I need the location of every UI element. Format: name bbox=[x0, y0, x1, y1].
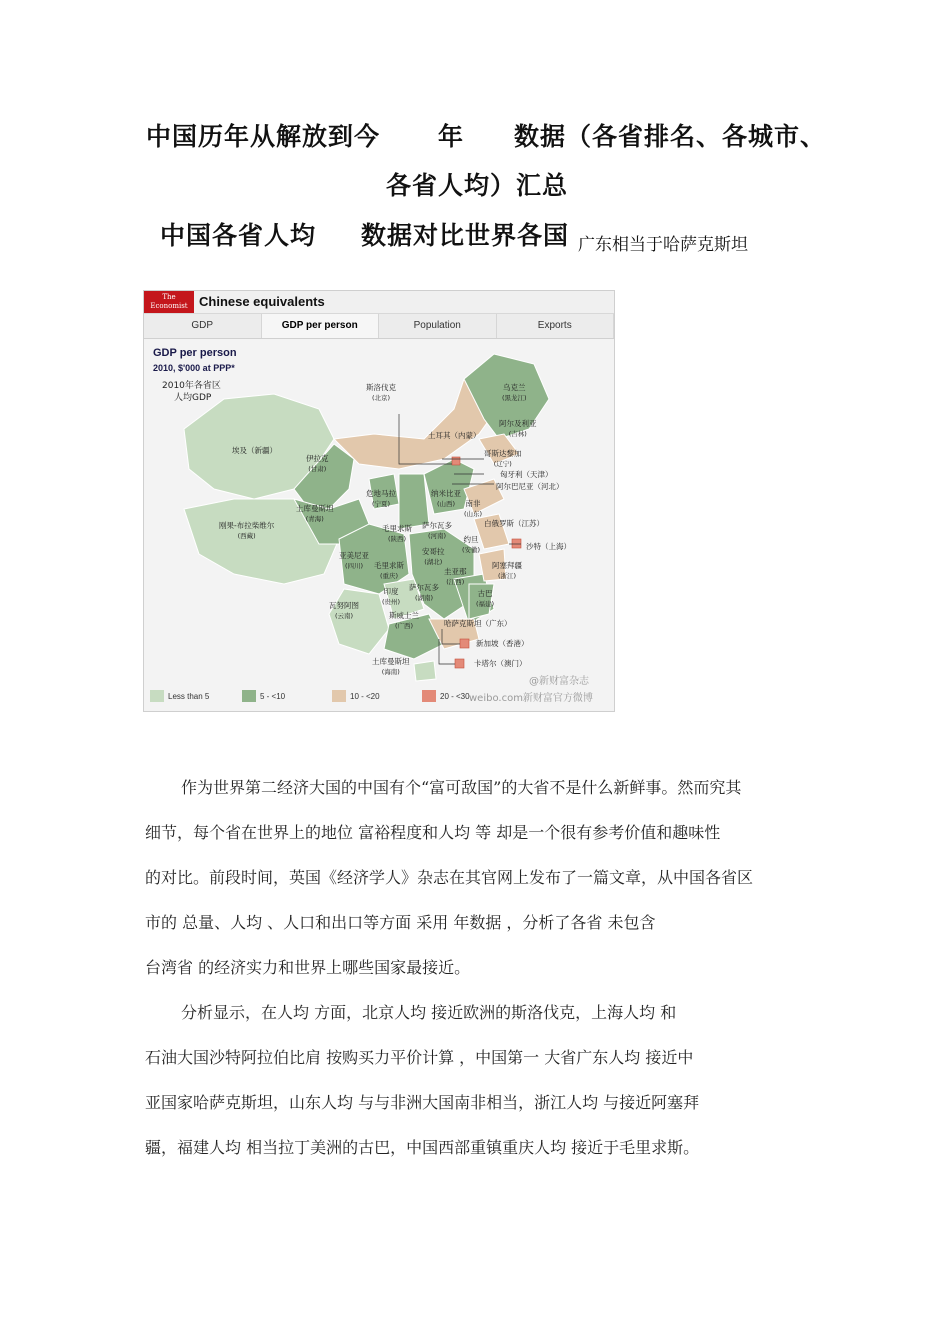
map-label-name: 刚果-布拉柴维尔 bbox=[219, 521, 275, 530]
map-label-sub: (安徽) bbox=[462, 546, 481, 554]
map-label-sub: (陕西) bbox=[387, 535, 407, 543]
map-label-sub: (重庆) bbox=[379, 572, 399, 580]
map-label bbox=[484, 449, 522, 469]
subtitle-part-b: 数据对比世界各国 bbox=[361, 221, 570, 250]
map-label-name: 沙特（上海） bbox=[526, 542, 571, 551]
tab-gdp-per-person[interactable]: GDP per person bbox=[262, 314, 380, 338]
watermark-1: @新财富杂志 bbox=[529, 676, 589, 687]
map-label bbox=[422, 547, 445, 567]
map-label-sub: (云南) bbox=[334, 612, 354, 620]
map-label-sub: (宁夏) bbox=[371, 500, 391, 508]
map-label-name: 印度 bbox=[383, 587, 399, 596]
map-label-name: 乌克兰 bbox=[503, 383, 526, 392]
map-label bbox=[219, 521, 274, 541]
map-label-name: 阿尔及利亚 bbox=[499, 419, 537, 428]
subtitle-part-a: 中国各省人均 bbox=[160, 221, 317, 250]
map-label-sub: (山东) bbox=[464, 510, 483, 518]
region-yunnan bbox=[329, 589, 389, 654]
map-label-sub: (广西) bbox=[394, 622, 414, 630]
map-label-name: 古巴 bbox=[477, 589, 493, 598]
tab-exports[interactable]: Exports bbox=[497, 314, 615, 338]
map-label-sub: (湖北) bbox=[424, 558, 443, 566]
map-label-sub: (西藏) bbox=[237, 532, 256, 540]
map-label-name: 萨尔瓦多 bbox=[409, 583, 439, 592]
legend-item-3: 10 - <20 bbox=[332, 690, 380, 702]
tab-gdp[interactable]: GDP bbox=[144, 314, 262, 338]
map-label bbox=[296, 504, 334, 524]
map-label-sub: (福建) bbox=[476, 600, 495, 608]
map-label bbox=[464, 499, 482, 519]
map-label bbox=[389, 611, 419, 631]
map-label-name: 萨尔瓦多 bbox=[422, 521, 452, 530]
map-label-sub: (甘肃) bbox=[308, 465, 327, 473]
map-label-sub: (浙江) bbox=[497, 572, 517, 580]
map-label bbox=[232, 446, 277, 456]
map-label-sub: (辽宁) bbox=[493, 460, 512, 468]
p1-line-2: 细节，每个省在世界上的地位 富裕程度和人均 等 却是一个很有参考价值和趣味性 bbox=[145, 823, 721, 842]
map-label-name: 哥斯达黎加 bbox=[484, 449, 522, 458]
p1-line-4: 市的 总量、人均 、人口和出口等方面 采用 年数据 ，分析了各省 未包含 bbox=[145, 913, 656, 932]
map-label bbox=[382, 524, 412, 544]
economist-figure bbox=[143, 290, 615, 712]
map-label bbox=[409, 583, 439, 603]
map-label-name: 斯洛伐克 bbox=[366, 383, 396, 392]
legend-item-4: 20 - <30 bbox=[422, 690, 470, 702]
map-subtitle-4: 人均GDP bbox=[174, 393, 212, 403]
map-label-sub: (黑龙江) bbox=[502, 394, 527, 402]
map-label bbox=[339, 551, 369, 571]
map-label bbox=[428, 431, 481, 441]
map-label bbox=[474, 659, 527, 669]
map-label bbox=[444, 567, 467, 587]
map-label bbox=[476, 589, 494, 609]
subtitle-small: 广东相当于哈萨克斯坦 bbox=[578, 235, 748, 255]
map-label-sub: (北京) bbox=[371, 394, 391, 402]
marker-hongkong bbox=[460, 639, 469, 648]
figure-header bbox=[144, 291, 614, 314]
map-label-name: 毛里求斯 bbox=[382, 524, 412, 533]
map-label-name: 纳米比亚 bbox=[431, 489, 461, 498]
p2-line-1: 分析显示，在人均 方面，北京人均 接近欧洲的斯洛伐克，上海人均 和 bbox=[181, 1003, 677, 1022]
marker-macau bbox=[455, 659, 464, 668]
map-label bbox=[366, 383, 396, 403]
map-label-name: 约旦 bbox=[463, 535, 479, 544]
map-label-name: 埃及（新疆） bbox=[232, 446, 277, 455]
map-label bbox=[500, 470, 553, 480]
map-label-name: 土耳其（内蒙） bbox=[428, 431, 481, 440]
map-label bbox=[502, 383, 527, 403]
map-label-sub: (贵州) bbox=[382, 598, 401, 606]
map-label-name: 亚美尼亚 bbox=[339, 551, 369, 560]
map-label bbox=[382, 587, 400, 607]
p2-line-4: 疆，福建人均 相当拉丁美洲的古巴，中国西部重镇重庆人均 接近于毛里求斯。 bbox=[145, 1138, 700, 1157]
map-subtitle-1: GDP per person bbox=[153, 347, 237, 359]
p1-line-3: 的对比。前段时间，英国《经济学人》杂志在其官网上发布了一篇文章，从中国各省区 bbox=[145, 868, 754, 887]
marker-beijing bbox=[452, 457, 460, 465]
map-label-name: 新加坡（香港） bbox=[476, 639, 529, 648]
map-label bbox=[372, 657, 410, 677]
map-label-sub: (山西) bbox=[436, 500, 456, 508]
map-label-name: 土库曼斯坦 bbox=[296, 504, 334, 513]
map-label bbox=[496, 482, 564, 492]
map-label-name: 斯威士兰 bbox=[389, 611, 419, 620]
map-label bbox=[329, 601, 359, 621]
figure-tabs bbox=[144, 314, 614, 339]
map-label-name: 匈牙利（天津） bbox=[500, 470, 553, 479]
map-subtitle-2: 2010, $'000 at PPP* bbox=[153, 363, 235, 373]
title-part-a: 中国历年从解放到今 bbox=[146, 122, 381, 151]
map-label-name: 瓦努阿图 bbox=[329, 601, 359, 610]
map-label bbox=[484, 519, 544, 529]
map-label bbox=[492, 561, 522, 581]
legend-item-2: 5 - <10 bbox=[242, 690, 285, 702]
map-label-name: 伊拉克 bbox=[306, 454, 329, 463]
map-legend bbox=[144, 676, 614, 708]
title-part-d: 各省人均）汇总 bbox=[386, 171, 569, 200]
map-label-name: 安哥拉 bbox=[422, 547, 445, 556]
map-label bbox=[526, 542, 571, 552]
map-label bbox=[444, 619, 512, 629]
p2-line-2: 石油大国沙特阿拉伯比肩 按购买力平价计算 ，中国第一 大省广东人均 接近中 bbox=[145, 1048, 694, 1067]
figure-title: Chinese equivalents bbox=[199, 294, 325, 309]
tab-population[interactable]: Population bbox=[379, 314, 497, 338]
title-part-b: 年 bbox=[438, 122, 465, 151]
china-map-area bbox=[144, 339, 614, 711]
map-label-sub: (河南) bbox=[427, 532, 447, 540]
legend-item-1: Less than 5 bbox=[150, 690, 209, 702]
title-part-c: 数据（各省排名、各城市、 bbox=[514, 122, 827, 151]
map-label bbox=[422, 521, 452, 541]
map-label-sub: (青海) bbox=[305, 515, 324, 523]
map-subtitle-3: 2010年各省区 bbox=[162, 381, 221, 391]
map-label-sub: (吉林) bbox=[508, 430, 527, 438]
map-label-name: 白俄罗斯（江苏） bbox=[484, 519, 544, 528]
map-label bbox=[476, 639, 529, 649]
map-label-name: 危地马拉 bbox=[366, 489, 396, 498]
map-label-name: 毛里求斯 bbox=[374, 561, 404, 570]
map-label-name: 哈萨克斯坦（广东） bbox=[444, 619, 512, 628]
p2-line-3: 亚国家哈萨克斯坦，山东人均 与与非洲大国南非相当，浙江人均 与接近阿塞拜 bbox=[145, 1093, 700, 1112]
map-label bbox=[499, 419, 537, 439]
watermark-2: weibo.com新财富官方微博 bbox=[469, 693, 593, 704]
map-label-name: 南非 bbox=[465, 499, 481, 508]
map-label-sub: (海南) bbox=[381, 668, 400, 676]
map-label bbox=[431, 489, 461, 509]
p1-line-1: 作为世界第二经济大国的中国有个“富可敌国”的大省不是什么新鲜事。然而究其 bbox=[181, 778, 742, 797]
map-label-name: 阿塞拜疆 bbox=[492, 561, 522, 570]
p1-line-5: 台湾省 的经济实力和世界上哪些国家最接近。 bbox=[145, 958, 471, 977]
map-label bbox=[366, 489, 396, 509]
map-label-sub: (江西) bbox=[446, 578, 465, 586]
economist-logo: The Economist bbox=[144, 291, 194, 313]
map-label bbox=[374, 561, 404, 581]
map-label bbox=[462, 535, 480, 555]
map-label-sub: (湖南) bbox=[414, 594, 434, 602]
map-label-name: 圭亚那 bbox=[444, 567, 467, 576]
map-label-name: 卡塔尔（澳门） bbox=[474, 659, 527, 668]
map-label bbox=[306, 454, 329, 474]
region-hainan bbox=[414, 661, 436, 681]
marker-shanghai bbox=[512, 539, 521, 548]
map-label-name: 阿尔巴尼亚（河北） bbox=[496, 482, 564, 491]
map-label-sub: (四川) bbox=[344, 562, 364, 570]
map-label-name: 土库曼斯坦 bbox=[372, 657, 410, 666]
